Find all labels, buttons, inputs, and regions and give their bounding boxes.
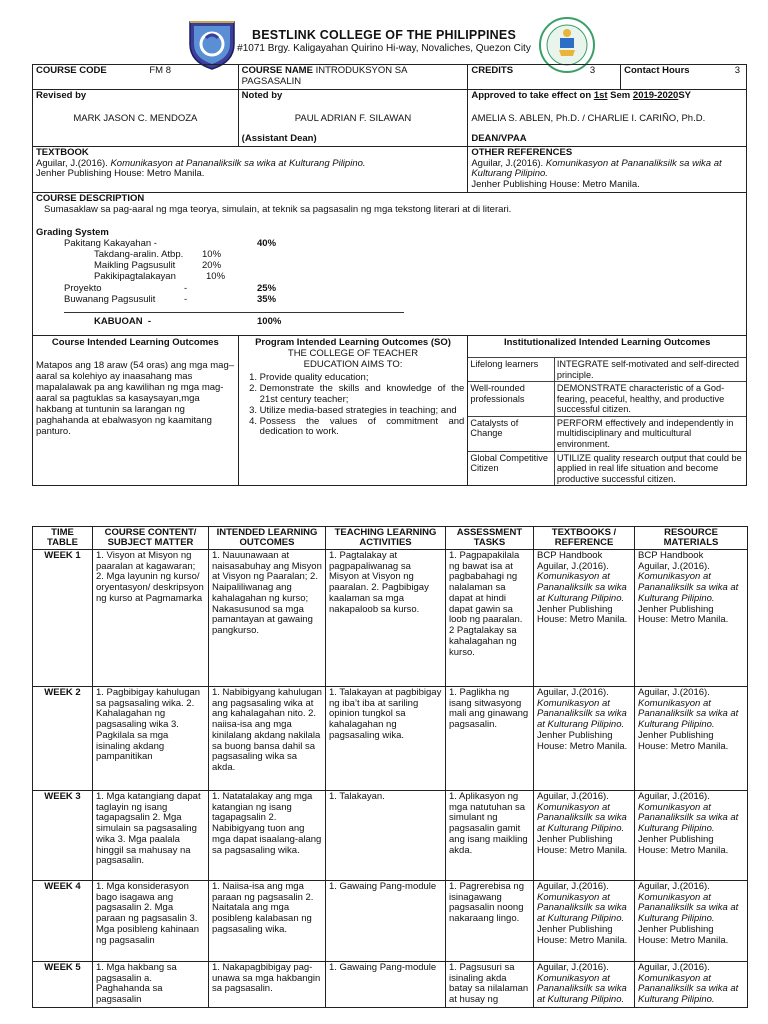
approvers-names: AMELIA S. ABLEN, Ph.D. / CHARLIE I. CARIÑO, Ph.D. (471, 112, 706, 124)
week-label: WEEK 1 (33, 549, 93, 686)
ref-title: Komunikasyon at Pananaliksilk sa wika at Kulturang Pilipino. (537, 972, 627, 1006)
ref-publisher: Jenher Publishing House: Metro Manila. (638, 923, 729, 946)
bcp-handbook: BCP Handbook (537, 549, 603, 561)
institutional-outcomes-cell (468, 336, 747, 486)
pilo-item: 4. Possess the values of commitment and dedication to work. (260, 417, 465, 439)
grading-divider (64, 311, 404, 313)
resource-materials (635, 880, 748, 961)
grading-proyekto-dash: - (184, 283, 188, 295)
grading-sub-value-3: 10% (206, 271, 226, 283)
grading-sub-label-1: Takdang-aralin. Atbp. (94, 249, 184, 261)
course-name-label: COURSE NAME (241, 65, 313, 76)
grading-buwanang-dash: - (184, 294, 188, 306)
pilo-list (242, 373, 465, 439)
resource-materials (635, 686, 748, 790)
plan-row-week-3 (33, 790, 748, 880)
ref-title: Komunikasyon at Pananaliksilk sa wika at Kulturang Pilipino. (537, 801, 627, 835)
other-references-title: Komunikasyon at Pananaliksilk sa wika at Kulturang Pilipino. (471, 157, 722, 180)
plan-row-week-4 (33, 880, 748, 961)
credits-label: CREDITS (471, 65, 514, 76)
ref-author: Aguilar, J.(2016). (537, 686, 609, 698)
grading-system (36, 239, 743, 329)
ref-publisher: Jenher Publishing House: Metro Manila. (638, 603, 729, 626)
ilo-label: Catalysts of Change (468, 416, 554, 451)
header-course-content: COURSE CONTENT/ SUBJECT MATTER (93, 527, 209, 550)
textbook-title: Komunikasyon at Pananaliksilk sa wika at Kulturang Pilipino. (110, 157, 366, 169)
cilo-header: Course Intended Learning Outcomes (51, 337, 219, 349)
resource-materials (635, 549, 748, 686)
assessment-tasks: 1. Aplikasyon ng mga natutuhan sa simulant ng pagsasalin gamit ang isang maikling akda. (446, 790, 534, 880)
week-label: WEEK 4 (33, 880, 93, 961)
ref-title: Komunikasyon at Pananaliksilk sa wika at Kulturang Pilipino. (638, 891, 739, 925)
contact-hours-label: Contact Hours (624, 65, 690, 76)
plan-header-row (33, 527, 748, 550)
bcp-handbook: BCP Handbook (638, 549, 704, 561)
college-address: #1071 Brgy. Kaligayahan Quirino Hi-way, Novaliches, Quezon City (237, 43, 531, 54)
ref-title: Komunikasyon at Pananaliksilk sa wika at Kulturang Pilipino. (638, 571, 739, 604)
header-teaching-activities: TEACHING LEARNING ACTIVITIES (326, 527, 446, 550)
document-header (0, 12, 768, 70)
grading-system-label: Grading System (36, 227, 109, 239)
course-content: 1. Visyon at Misyon ng paaralan at kagawaran; 2. Mga layunin ng kurso/ oryentasyon/ deskripsyon ng kurso at Pagmamarka (93, 549, 209, 686)
ilo-label: Global Competitive Citizen (468, 451, 554, 485)
ref-title: Komunikasyon at Pananaliksilk sa wika at Kulturang Pilipino. (638, 972, 739, 1006)
course-content: 1. Pagbibigay kahulugan sa pagsasaling wika. 2. Kahalagahan ng pagsasaling wika 3. Pagkilala sa mga isinaling akdang pampanitikan (93, 686, 209, 790)
assessment-tasks: 1. Paglikha ng isang sitwasyong mali ang ginawang pagsasalin. (446, 686, 534, 790)
grading-sub-label-2: Maikling Pagsusulit (94, 260, 176, 272)
textbook-cell (33, 146, 468, 193)
learning-activities: 1. Gawaing Pang-module (326, 961, 446, 1007)
contact-hours-value: 3 (734, 65, 740, 76)
textbook-reference (534, 549, 635, 686)
ilo-label: Lifelong learners (468, 357, 554, 381)
course-name-value: INTRODUKSYON SA PAGSASALIN (241, 65, 407, 87)
course-name-cell (238, 65, 468, 90)
course-content: 1. Mga hakbang sa pagsasalin a. Paghahanda sa pagsasalin (93, 961, 209, 1007)
plan-row-week-1 (33, 549, 748, 686)
pilo-header: Program Intended Learning Outcomes (SO) (255, 337, 451, 349)
pilo-intro: THE COLLEGE OF TEACHER EDUCATION AIMS TO: (287, 347, 419, 370)
ilo-text: DEMONSTRATE characteristic of a God-fearing, peaceful, healthy, and productive successful citizen. (554, 382, 746, 417)
textbook-author: Aguilar, J.(2016). (36, 157, 111, 169)
ref-publisher: Jenher Publishing House: Metro Manila. (537, 603, 628, 626)
course-code-value: FM 8 (149, 65, 172, 76)
ilo-text: PERFORM effectively and independently in multidisciplinary and multicultural environment. (554, 416, 746, 451)
ref-author: Aguilar, J.(2016). (537, 961, 609, 973)
approval-sem-word: Sem (607, 89, 633, 101)
ilo-label: Well-rounded professionals (468, 382, 554, 417)
course-info-table (32, 64, 747, 486)
approval-school-year: 2019-2020 (632, 89, 679, 101)
learning-outcomes: 1. Nauunawaan at naisasabuhay ang Misyon at Visyon ng Paaralan; 2. Naipaliliwanag ang kahalagahan ng kurso; Nakasusunod sa mga pamantayan at gawaing pangkurso. (209, 549, 326, 686)
resource-materials (635, 790, 748, 880)
course-content: 1. Mga konsiderasyon bago isagawa ang pagsasalin 2. Mga paraan ng pagsasalin 3. Mga posibleng kahinaan ng pagsasalin (93, 880, 209, 961)
pilo-item: 3. Utilize media-based strategies in teaching; and (260, 406, 465, 417)
ref-title: Komunikasyon at Pananaliksilk sa wika at Kulturang Pilipino. (537, 697, 627, 731)
week-label: WEEK 2 (33, 686, 93, 790)
cilo-text: Matapos ang 18 araw (54 oras) ang mga mag–aaral sa kolehiyo ay inaasahang mas mapalalawak pa ang kawilihan ng mga mag-aaral sa pagtuklas sa kasaysayan,mga hakbang at tuntunin sa larangan ng paghahanda at ebalwasyon ng kaamitang panturo. (36, 359, 235, 437)
ilo-text: UTILIZE quality research output that could be applied in real life situation and become productive successful citizen. (554, 451, 746, 485)
pilo-item: 2. Demonstrate the skills and knowledge of the 21st century teacher; (260, 384, 465, 406)
header-time-table: TIME TABLE (33, 527, 93, 550)
approval-line (471, 91, 743, 102)
ref-publisher: Jenher Publishing House: Metro Manila. (537, 923, 628, 946)
course-description-label: COURSE DESCRIPTION (36, 193, 145, 205)
college-name: BESTLINK COLLEGE OF THE PHILIPPINES (252, 28, 516, 42)
header-resource-materials: RESOURCE MATERIALS (635, 527, 748, 550)
cilo-cell (33, 336, 239, 486)
course-code-label: COURSE CODE (36, 65, 107, 76)
pilo-cell (238, 336, 468, 486)
revised-by-cell (33, 89, 239, 146)
grading-sub-value-1: 10% (202, 249, 222, 261)
grading-proyekto-label: Proyekto (64, 283, 102, 295)
resource-materials (635, 961, 748, 1007)
ilo-row (468, 416, 746, 451)
header-assessment-tasks: ASSESSMENT TASKS (446, 527, 534, 550)
ilo-row (468, 451, 746, 485)
course-description-cell (33, 193, 747, 336)
assessment-tasks: 1. Pagpapakilala ng bawat isa at pagbabahagi ng nalalaman sa dapat at hindi dapat gawin sa loob ng paaralan. 2 Pagtalakay sa kahalagahan ng kurso. (446, 549, 534, 686)
pilo-item: 1. Provide quality education; (260, 373, 465, 384)
noted-by-cell (238, 89, 468, 146)
ilo-row (468, 382, 746, 417)
course-description-text: Sumasaklaw sa pag-aaral ng mga teorya, simulain, at teknik sa pagsasalin ng mga tekstong literari at di literari. (44, 204, 512, 216)
ref-title: Komunikasyon at Pananaliksilk sa wika at Kulturang Pilipino. (537, 891, 627, 925)
assessment-tasks: 1. Pagsusuri sa isinaling akda batay sa nilalaman at husay ng (446, 961, 534, 1007)
textbook-reference (534, 686, 635, 790)
approval-semester: 1st (593, 89, 608, 101)
institutional-outcomes-table (468, 357, 746, 485)
course-code-cell (33, 65, 239, 90)
assessment-tasks: 1. Pagrerebisa ng isinagawang pagsasalin noong nakaraang lingo. (446, 880, 534, 961)
ref-publisher: Jenher Publishing House: Metro Manila. (537, 729, 628, 752)
learning-outcomes: 1. Nakapagbibigay pag-unawa sa mga hakbangin sa pagsasalin. (209, 961, 326, 1007)
grading-buwanang-value: 35% (257, 294, 277, 306)
other-references-author: Aguilar, J.(2016). (471, 157, 546, 169)
learning-outcomes: 1. Nabibigyang kahulugan ang pagsasaling wika at ang kahalagahan nito. 2. naiisa-isa ang mga kinilalang akdang nakilala sa buong bansa dahil sa pagsasaling wika sa akda. (209, 686, 326, 790)
ref-publisher: Jenher Publishing House: Metro Manila. (638, 729, 729, 752)
ref-author: Aguilar, J.(2016). (638, 880, 710, 892)
ref-publisher: Jenher Publishing House: Metro Manila. (537, 833, 628, 856)
ref-author: Aguilar, J.(2016). (638, 961, 710, 973)
grading-sub-label-3: Pakikipagtalakayan (94, 271, 176, 283)
learning-outcomes: 1. Naiisa-isa ang mga paraan ng pagsasalin 2. Naitatala ang mga posibleng kalabasan ng pagsasaling wika. (209, 880, 326, 961)
noted-by-title: (Assistant Dean) (241, 132, 317, 144)
grading-total-value: 100% (257, 316, 282, 328)
other-references-label: OTHER REFERENCES (471, 146, 573, 158)
week-label: WEEK 3 (33, 790, 93, 880)
ref-title: Komunikasyon at Pananaliksilk sa wika at Kulturang Pilipino. (638, 801, 739, 835)
learning-activities: 1. Talakayan at pagbibigay ng iba’t iba at sariling opinion tungkol sa kahalagahan ng pagsasaling wika. (326, 686, 446, 790)
ilo-text: INTEGRATE self-motivated and self-directed principle. (554, 357, 746, 381)
ref-title: Komunikasyon at Pananaliksilk sa wika at Kulturang Pilipino. (638, 697, 739, 731)
grading-buwanang-label: Buwanang Pagsusulit (64, 294, 156, 306)
header-textbooks-reference: TEXTBOOKS / REFERENCE (534, 527, 635, 550)
approval-prefix: Approved to take effect on (471, 89, 594, 101)
plan-row-week-2 (33, 686, 748, 790)
ref-title: Komunikasyon at Pananaliksilk sa wika at Kulturang Pilipino. (537, 571, 627, 604)
learning-activities: 1. Pagtalakay at pagpapaliwanag sa Misyon at Visyon ng paaralan. 2. Pagbibigay kaalaman sa mga nakapaloob sa kurso. (326, 549, 446, 686)
approval-sy: SY (678, 89, 692, 101)
approvers-title: DEAN/VPAA (471, 132, 527, 144)
ilo-row (468, 357, 746, 381)
learning-activities: 1. Talakayan. (326, 790, 446, 880)
textbook-reference (534, 790, 635, 880)
weekly-plan-table (32, 526, 748, 1008)
textbook-publisher: Jenher Publishing House: Metro Manila. (36, 168, 205, 180)
ref-author: Aguilar, J.(2016). (537, 790, 609, 802)
ref-author: Aguilar, J.(2016). (537, 560, 609, 572)
revised-by-name: MARK JASON C. MENDOZA (73, 112, 198, 124)
approval-cell (468, 89, 747, 146)
course-content: 1. Mga katangiang dapat taglayin ng isang tagapagsalin 2. Mga simulain sa pagsasaling wika 3. Mga paalala hinggil sa mahusay na pagsasalin. (93, 790, 209, 880)
learning-outcomes: 1. Natatalakay ang mga katangian ng isang tagapagsalin 2. Nabibigyang tuon ang mga dapat isaalang-alang sa pagsasaling wika. (209, 790, 326, 880)
grading-total-label: KABUOAN - (94, 316, 151, 328)
grading-pakitang-label: Pakitang Kakayahan - (64, 238, 157, 250)
other-references-cell (468, 146, 747, 193)
ref-publisher: Jenher Publishing House: Metro Manila. (638, 833, 729, 856)
learning-activities: 1. Gawaing Pang-module (326, 880, 446, 961)
grading-pakitang-value: 40% (257, 238, 277, 250)
plan-row-week-5 (33, 961, 748, 1007)
textbook-reference (534, 961, 635, 1007)
ref-author: Aguilar, J.(2016). (638, 790, 710, 802)
noted-by-name: PAUL ADRIAN F. SILAWAN (294, 112, 412, 124)
ref-author: Aguilar, J.(2016). (638, 560, 710, 572)
revised-by-label: Revised by (36, 89, 87, 101)
contact-hours-cell (621, 65, 747, 90)
textbook-label: TEXTBOOK (36, 146, 89, 158)
other-references-publisher: Jenher Publishing House: Metro Manila. (471, 179, 640, 191)
ref-author: Aguilar, J.(2016). (638, 686, 710, 698)
textbook-reference (534, 880, 635, 961)
grading-proyekto-value: 25% (257, 283, 277, 295)
ref-author: Aguilar, J.(2016). (537, 880, 609, 892)
header-intended-outcomes: INTENDED LEARNING OUTCOMES (209, 527, 326, 550)
credits-cell (468, 65, 621, 90)
week-label: WEEK 5 (33, 961, 93, 1007)
noted-by-label: Noted by (241, 89, 283, 101)
grading-sub-value-2: 20% (202, 260, 222, 272)
institutional-outcomes-header: Institutionalized Intended Learning Outcomes (503, 337, 711, 349)
credits-value: 3 (589, 65, 596, 76)
